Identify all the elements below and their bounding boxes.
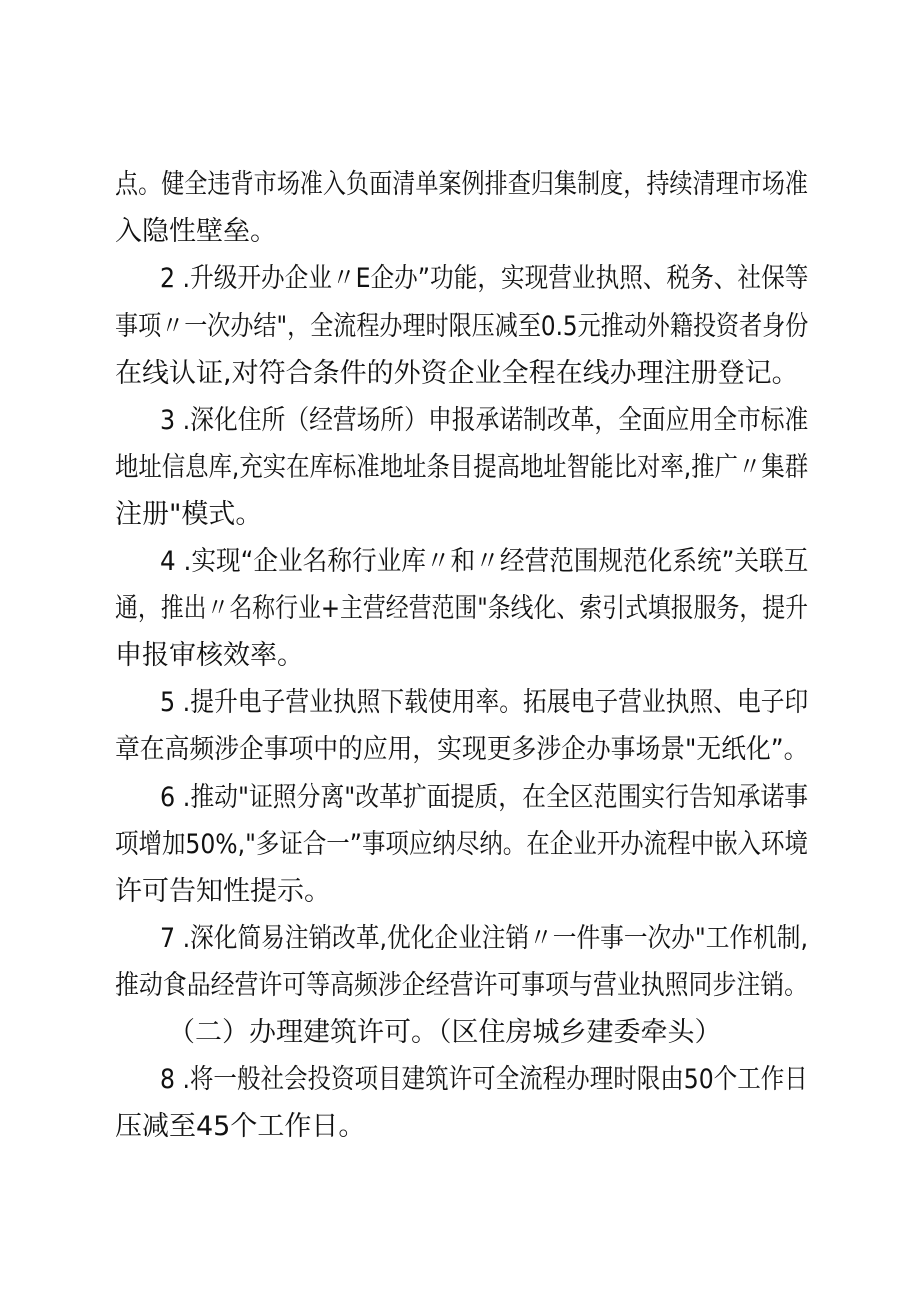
text-line: 3 .深化住所（经营场所）申报承诺制改革，全面应用全市标准 <box>160 405 809 436</box>
text-line: 压减至45个工作日。 <box>115 1111 366 1142</box>
text-line: 章在高频涉企事项中的应用，实现更多涉企办事场景"无纸化”。 <box>115 734 809 765</box>
text-line: 注册"模式。 <box>115 499 263 530</box>
text-line: 入隐性壁垒。 <box>115 216 277 247</box>
text-line: 4 .实现“企业名称行业库〃和〃经营范围规范化系统”关联互 <box>160 546 809 577</box>
text-line: 点。健全违背市场准入负面清单案例排查归集制度，持续清理市场准 <box>115 169 809 200</box>
text-line: 2 .升级开办企业〃E企办”功能，实现营业执照、税务、社保等 <box>160 263 809 294</box>
text-line: 7 .深化简易注销改革,优化企业注销〃一件事一次办"工作机制, <box>160 923 808 954</box>
text-line: 项增加50%,"多证合一”事项应纳尽纳。在企业开办流程中嵌入环境 <box>115 829 808 860</box>
text-line: 在线认证,对符合条件的外资企业全程在线办理注册登记。 <box>115 358 799 389</box>
text-line: 地址信息库,充实在库标准地址条目提高地址智能比对率,推广〃集群 <box>115 452 809 483</box>
text-line: 推动食品经营许可等高频涉企经营许可事项与营业执照同步注销。 <box>115 970 809 1001</box>
text-line: 通，推出〃名称行业+主营经营范围"条线化、索引式填报服务，提升 <box>115 593 809 624</box>
text-line: 8 .将一般社会投资项目建筑许可全流程办理时限由50个工作日 <box>160 1064 808 1095</box>
text-line: 事项〃一次办结"，全流程办理时限压减至0.5元推动外籍投资者身份 <box>115 311 809 342</box>
text-line: 5 .提升电子营业执照下载使用率。拓展电子营业执照、电子印 <box>160 687 809 718</box>
section-heading: （二）办理建筑许可。（区住房城乡建委牵头） <box>168 1017 722 1048</box>
text-line: 申报审核效率。 <box>115 640 304 671</box>
text-line: 许可告知性提示。 <box>115 876 331 907</box>
text-line: 6 .推动"证照分离"改革扩面提质，在全区范围实行告知承诺事 <box>160 782 809 813</box>
